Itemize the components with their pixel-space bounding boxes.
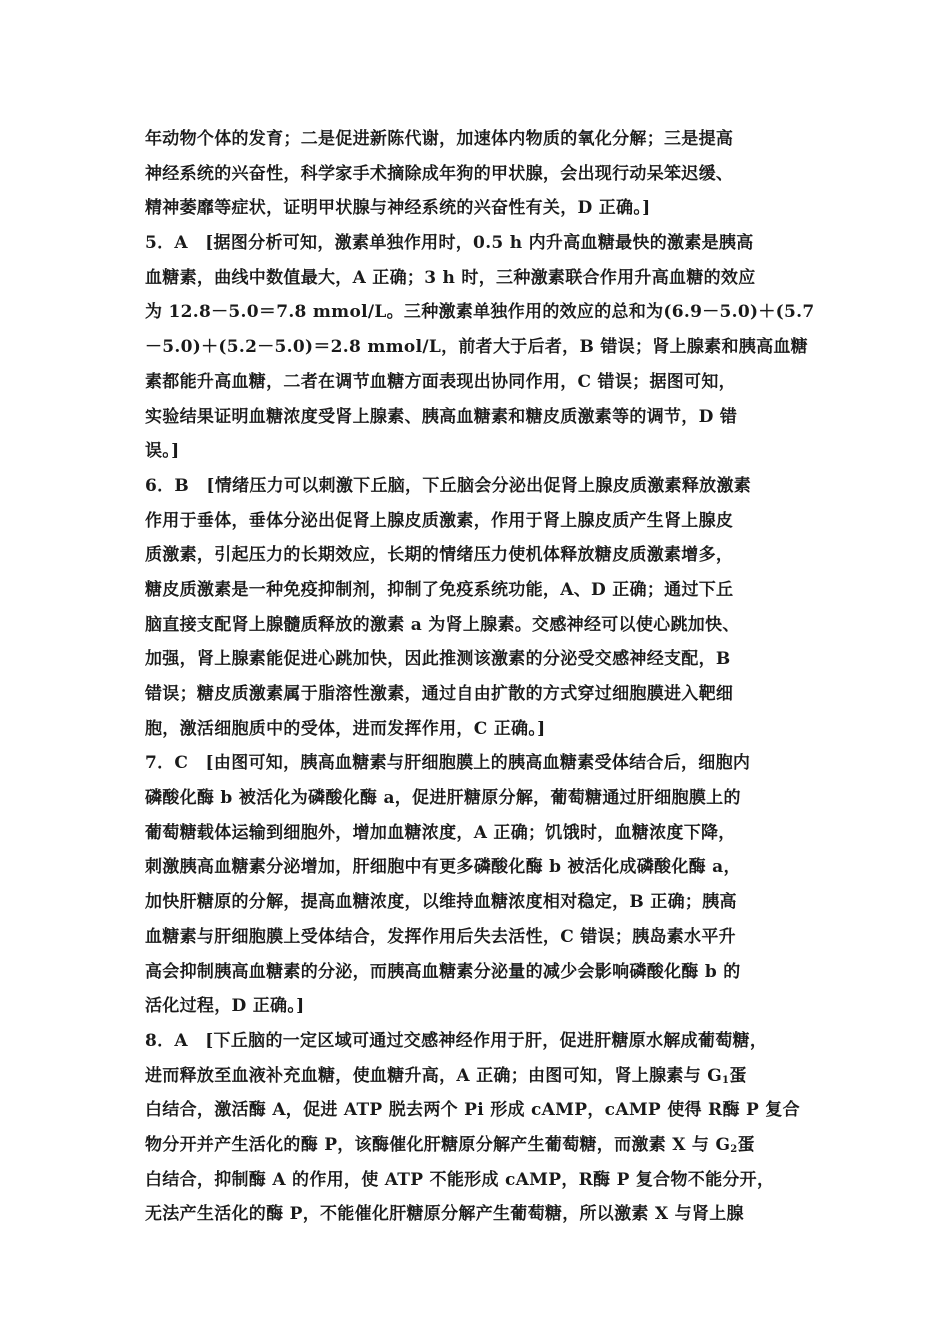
answer-5-line: －5.0)＋(5.2－5.0)＝2.8 mmol/L，前者大于后者，B 错误；肾上腺素和胰高血糖 [145, 337, 808, 358]
answer-8-line-text: 进而释放至血液补充血糖，使血糖升高，A 正确；由图可知，肾上腺素与 G [145, 1065, 723, 1086]
answer-8-line: 白结合，激活酶 A，促进 ATP 脱去两个 Pi 形成 cAMP，cAMP 使得 R酶 P 复合 [145, 1100, 800, 1121]
answer-8-line [145, 1059, 815, 1094]
answer-5-line: 为 12.8－5.0＝7.8 mmol/L。三种激素单独作用的效应的总和为(6.9－5.0)＋(5.7 [145, 302, 815, 323]
answer-8-line: 8．A [下丘脑的一定区域可通过交感神经作用于肝，促进肝糖原水解成葡萄糖， [145, 1030, 768, 1051]
answer-6-line: 质激素，引起压力的长期效应，长期的情绪压力使机体释放糖皮质激素增多， [145, 545, 734, 566]
answer-6-line: 脑直接支配肾上腺髓质释放的激素 a 为肾上腺素。交感神经可以使心跳加快、 [145, 614, 740, 635]
answer-6-line: 加强，肾上腺素能促进心跳加快，因此推测该激素的分泌受交感神经支配，B [145, 649, 731, 670]
answer-6-line: 胞，激活细胞质中的受体，进而发挥作用，C 正确。] [145, 718, 546, 739]
answer-6-line: 作用于垂体，垂体分泌出促肾上腺皮质激素，作用于肾上腺皮质产生肾上腺皮 [145, 510, 734, 531]
answer-7-line: 血糖素与肝细胞膜上受体结合，发挥作用后失去活性，C 错误；胰岛素水平升 [145, 926, 736, 947]
answer-7-line: 7．C [由图可知，胰高血糖素与肝细胞膜上的胰高血糖素受体结合后，细胞内 [145, 753, 751, 774]
text-line: 精神萎靡等症状，证明甲状腺与神经系统的兴奋性有关，D 正确。] [145, 198, 651, 219]
answer-5-line: 血糖素，曲线中数值最大，A 正确；3 h 时，三种激素联合作用升高血糖的效应 [145, 267, 756, 288]
answer-7-line: 活化过程，D 正确。] [145, 996, 305, 1017]
answer-5-line: 误。] [145, 441, 180, 462]
answer-6-line: 错误；糖皮质激素属于脂溶性激素，通过自由扩散的方式穿过细胞膜进入靶细 [145, 684, 734, 704]
answer-6-line: 糖皮质激素是一种免疫抑制剂，抑制了免疫系统功能，A、D 正确；通过下丘 [145, 579, 734, 600]
answer-7-line: 葡萄糖载体运输到细胞外，增加血糖浓度，A 正确；饥饿时，血糖浓度下降， [145, 822, 736, 843]
answer-5-line: 实验结果证明血糖浓度受肾上腺素、胰高血糖素和糖皮质激素等的调节，D 错 [145, 406, 738, 427]
answer-7-line: 加快肝糖原的分解，提高血糖浓度，以维持血糖浓度相对稳定，B 正确；胰高 [145, 892, 737, 913]
subscript: 2 [730, 1143, 738, 1155]
answer-7-line: 磷酸化酶 b 被活化为磷酸化酶 a，促进肝糖原分解，葡萄糖通过肝细胞膜上的 [145, 788, 741, 809]
answer-5-line: 5．A [据图分析可知，激素单独作用时，0.5 h 内升高血糖最快的激素是胰高 [145, 233, 754, 254]
answer-8-line [145, 1128, 815, 1163]
answer-6-line: 6．B [情绪压力可以刺激下丘脑，下丘脑会分泌出促肾上腺皮质激素释放激素 [145, 475, 752, 496]
answer-8-line: 白结合，抑制酶 A 的作用，使 ATP 不能形成 cAMP，R酶 P 复合物不能分开， [145, 1169, 775, 1190]
subscript: 1 [722, 1074, 730, 1086]
answer-8-line-tail: 蛋 [729, 1065, 747, 1086]
answer-7-line: 刺激胰高血糖素分泌增加，肝细胞中有更多磷酸化酶 b 被活化成磷酸化酶 a， [145, 857, 741, 878]
answer-8-line-text: 物分开并产生活化的酶 P，该酶催化肝糖原分解产生葡萄糖，而激素 X 与 G [145, 1134, 731, 1155]
answer-text-block [145, 122, 815, 1232]
answer-8-line-tail: 蛋 [737, 1134, 755, 1155]
answer-7-line: 高会抑制胰高血糖素的分泌，而胰高血糖素分泌量的减少会影响磷酸化酶 b 的 [145, 961, 741, 982]
answer-8-line: 无法产生活化的酶 P，不能催化肝糖原分解产生葡萄糖，所以激素 X 与肾上腺 [145, 1204, 744, 1225]
answer-5-line: 素都能升高血糖，二者在调节血糖方面表现出协同作用，C 错误；据图可知， [145, 371, 736, 392]
text-line: 年动物个体的发育；二是促进新陈代谢，加速体内物质的氧化分解；三是提高 [145, 129, 734, 149]
text-line: 神经系统的兴奋性，科学家手术摘除成年狗的甲状腺，会出现行动呆笨迟缓、 [145, 163, 734, 184]
